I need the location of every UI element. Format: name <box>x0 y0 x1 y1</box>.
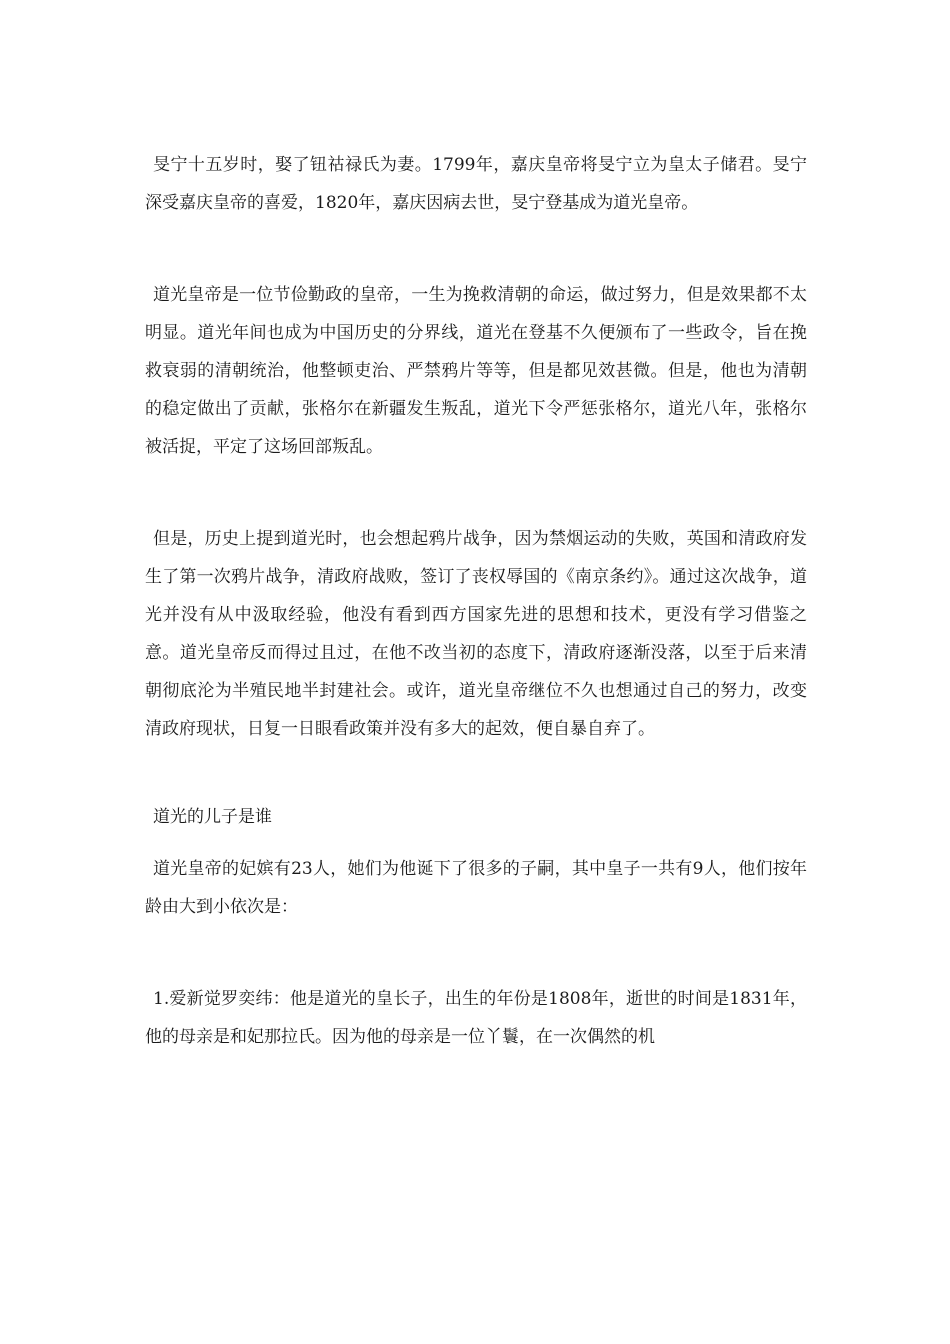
document-page <box>145 146 807 1056</box>
paragraph-sons-intro: 道光皇帝的妃嫔有23人，她们为他诞下了很多的子嗣，其中皇子一共有9人，他们按年龄由大到小依次是： <box>145 859 807 917</box>
paragraph-reign: 道光皇帝是一位节俭勤政的皇帝，一生为挽救清朝的命运，做过努力，但是效果都不太明显。道光年间也成为中国历史的分界线，道光在登基不久便颁布了一些政令，旨在挽救衰弱的清朝统治，他整顿吏治、严禁鸦片等等，但是都见效甚微。但是，他也为清朝的稳定做出了贡献，张格尔在新疆发生叛乱，道光下令严惩张格尔，道光八年，张格尔被活捉，平定了这场回部叛乱。 <box>145 285 807 457</box>
paragraph-first-son: 1.爱新觉罗奕纬：他是道光的皇长子，出生的年份是1808年，逝世的时间是1831年，他的母亲是和妃那拉氏。因为他的母亲是一位丫鬟，在一次偶然的机 <box>145 989 807 1047</box>
section-heading: 道光的儿子是谁 <box>153 807 272 827</box>
paragraph-succession: 旻宁十五岁时，娶了钮祜禄氏为妻。1799年，嘉庆皇帝将旻宁立为皇太子储君。旻宁深受嘉庆皇帝的喜爱，1820年，嘉庆因病去世，旻宁登基成为道光皇帝。 <box>145 155 807 213</box>
paragraph-opium-war: 但是，历史上提到道光时，也会想起鸦片战争，因为禁烟运动的失败，英国和清政府发生了第一次鸦片战争，清政府战败，签订了丧权辱国的《南京条约》。通过这次战争，道光并没有从中汲取经验，他没有看到西方国家先进的思想和技术，更没有学习借鉴之意。道光皇帝反而得过且过，在他不改当初的态度下，清政府逐渐没落，以至于后来清朝彻底沦为半殖民地半封建社会。或许，道光皇帝继位不久也想通过自己的努力，改变清政府现状，日复一日眼看政策并没有多大的起效，便自暴自弃了。 <box>145 529 807 739</box>
